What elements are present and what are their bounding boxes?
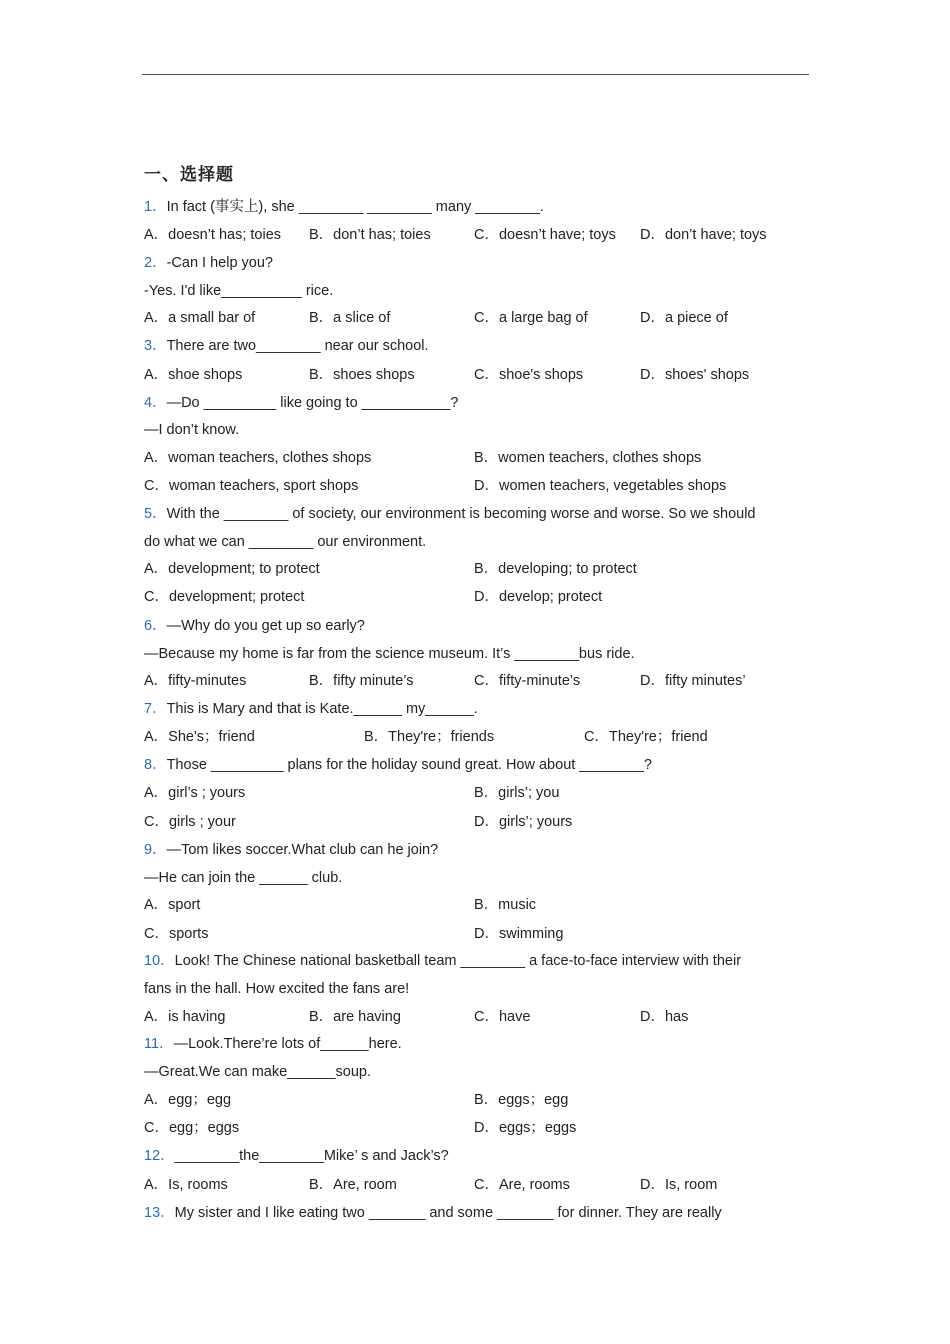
answer-option[interactable]: C．doesn’t have; toys xyxy=(474,227,616,243)
question-4-options xyxy=(144,447,824,469)
answer-option[interactable]: B．shoes shops xyxy=(309,367,415,383)
answer-option[interactable]: D．develop; protect xyxy=(474,589,603,605)
answer-option[interactable]: D．swimming xyxy=(474,926,564,942)
question-8-options xyxy=(144,811,824,833)
answer-option[interactable]: B．a slice of xyxy=(309,310,391,326)
answer-option[interactable]: C．egg；eggs xyxy=(144,1120,240,1136)
answer-option[interactable]: C．girls ; your xyxy=(144,814,236,830)
answer-option[interactable]: B．eggs；egg xyxy=(474,1092,569,1108)
question-8-options xyxy=(144,782,824,804)
question-text: There are two________ near our school. xyxy=(166,338,429,354)
answer-option[interactable]: B．They're；friends xyxy=(364,729,495,745)
question-text: Those _________ plans for the holiday sound great. How about ________? xyxy=(166,757,652,773)
question-5-options xyxy=(144,586,824,608)
answer-option[interactable]: A．is having xyxy=(144,1009,226,1025)
question-number: 1． xyxy=(144,199,167,215)
section-title: 一、选择题 xyxy=(144,165,234,185)
header-rule xyxy=(142,74,809,75)
question-text: —Great.We can make______soup. xyxy=(144,1064,372,1080)
answer-option[interactable]: D．don’t have; toys xyxy=(640,227,767,243)
answer-option[interactable]: C．fifty-minute’s xyxy=(474,673,581,689)
answer-option[interactable]: B．fifty minute’s xyxy=(309,673,414,689)
answer-option[interactable]: A．development; to protect xyxy=(144,561,320,577)
question-1-options xyxy=(144,224,824,246)
question-2-stem xyxy=(144,252,273,274)
question-11-stem xyxy=(144,1033,402,1055)
question-number: 8． xyxy=(144,757,167,773)
question-3-stem xyxy=(144,335,429,357)
answer-option[interactable]: A．a small bar of xyxy=(144,310,256,326)
answer-option[interactable]: B．girls’; you xyxy=(474,785,560,801)
question-text: With the ________ of society, our environment is becoming worse and worse. So we should xyxy=(166,506,756,522)
answer-option[interactable]: A．doesn’t has; toies xyxy=(144,227,282,243)
answer-option[interactable]: C．They're；friend xyxy=(584,729,708,745)
question-number: 9． xyxy=(144,842,167,858)
question-text: —Do _________ like going to ___________? xyxy=(166,395,459,411)
answer-option[interactable]: B．developing; to protect xyxy=(474,561,637,577)
answer-option[interactable]: C．development; protect xyxy=(144,589,305,605)
answer-option[interactable]: C．shoe's shops xyxy=(474,367,584,383)
answer-option[interactable]: B．Are, room xyxy=(309,1177,397,1193)
question-2-stem-line xyxy=(144,280,333,302)
question-number: 6． xyxy=(144,618,167,634)
answer-option[interactable]: A．girl’s ; yours xyxy=(144,785,246,801)
question-text: —I don’t know. xyxy=(144,422,240,438)
question-text: This is Mary and that is Kate.______ my______. xyxy=(166,701,478,717)
question-text: -Can I help you? xyxy=(166,255,273,271)
answer-option[interactable]: D．Is, room xyxy=(640,1177,718,1193)
question-text: do what we can ________ our environment. xyxy=(144,534,427,550)
question-4-stem xyxy=(144,392,458,414)
answer-option[interactable]: D．fifty minutes’ xyxy=(640,673,746,689)
question-7-stem xyxy=(144,698,478,720)
question-10-options xyxy=(144,1006,824,1028)
answer-option[interactable]: D．has xyxy=(640,1009,689,1025)
question-10-stem xyxy=(144,950,741,972)
question-4-options xyxy=(144,475,824,497)
answer-option[interactable]: C．a large bag of xyxy=(474,310,588,326)
question-number: 5． xyxy=(144,506,167,522)
question-5-stem-line xyxy=(144,531,426,553)
question-text: —He can join the ______ club. xyxy=(144,870,343,886)
question-text: Look! The Chinese national basketball team ________ a face-to-face interview with their xyxy=(174,953,742,969)
question-2-options xyxy=(144,307,824,329)
answer-option[interactable]: B．are having xyxy=(309,1009,401,1025)
answer-option[interactable]: A．She's；friend xyxy=(144,729,255,745)
answer-option[interactable]: C．Are, rooms xyxy=(474,1177,570,1193)
answer-option[interactable]: A．sport xyxy=(144,897,201,913)
answer-option[interactable]: D．a piece of xyxy=(640,310,728,326)
answer-option[interactable]: B．music xyxy=(474,897,537,913)
question-9-stem xyxy=(144,839,438,861)
question-3-options xyxy=(144,364,824,386)
question-number: 12． xyxy=(144,1148,175,1164)
question-number: 13． xyxy=(144,1205,175,1221)
question-text: My sister and I like eating two _______ and some _______ for dinner. They are really xyxy=(174,1205,722,1221)
question-6-options xyxy=(144,670,824,692)
answer-option[interactable]: D．girls’; yours xyxy=(474,814,573,830)
question-number: 11． xyxy=(144,1036,174,1052)
answer-option[interactable]: C．woman teachers, sport shops xyxy=(144,478,359,494)
question-5-stem xyxy=(144,503,756,525)
question-number: 10． xyxy=(144,953,175,969)
question-12-options xyxy=(144,1174,824,1196)
question-7-options xyxy=(144,726,824,748)
answer-option[interactable]: A．Is, rooms xyxy=(144,1177,228,1193)
question-text: —Because my home is far from the science museum. It’s ________bus ride. xyxy=(144,646,635,662)
question-6-stem-line xyxy=(144,643,635,665)
question-number: 3． xyxy=(144,338,167,354)
question-11-stem-line xyxy=(144,1061,371,1083)
answer-option[interactable]: C．sports xyxy=(144,926,209,942)
question-text: ________the________Mike’ s and Jack’s? xyxy=(174,1148,449,1164)
question-9-stem-line xyxy=(144,867,342,889)
question-number: 4． xyxy=(144,395,167,411)
question-9-options xyxy=(144,923,824,945)
question-12-stem xyxy=(144,1145,449,1167)
question-text: —Tom likes soccer.What club can he join? xyxy=(166,842,439,858)
question-number: 7． xyxy=(144,701,167,717)
answer-option[interactable]: B．don’t has; toies xyxy=(309,227,431,243)
question-9-options xyxy=(144,894,824,916)
answer-option[interactable]: D．shoes' shops xyxy=(640,367,750,383)
question-text: —Look.There’re lots of______here. xyxy=(173,1036,402,1052)
question-text: -Yes. I'd like__________ rice. xyxy=(144,283,334,299)
answer-option[interactable]: D．eggs；eggs xyxy=(474,1120,577,1136)
question-text: In fact (事实上), she ________ ________ many ________. xyxy=(166,199,544,215)
question-8-stem xyxy=(144,754,652,776)
answer-option[interactable]: A．shoe shops xyxy=(144,367,243,383)
question-4-stem-line xyxy=(144,419,239,441)
question-text: —Why do you get up so early? xyxy=(166,618,365,634)
answer-option[interactable]: A．egg；egg xyxy=(144,1092,232,1108)
question-6-stem xyxy=(144,615,365,637)
question-10-stem-line xyxy=(144,978,409,1000)
answer-option[interactable]: C．have xyxy=(474,1009,531,1025)
answer-option[interactable]: B．women teachers, clothes shops xyxy=(474,450,702,466)
question-11-options xyxy=(144,1117,824,1139)
question-text: fans in the hall. How excited the fans are! xyxy=(144,981,410,997)
question-11-options xyxy=(144,1089,824,1111)
question-13-stem xyxy=(144,1202,722,1224)
question-1-stem xyxy=(144,196,544,218)
question-number: 2． xyxy=(144,255,167,271)
answer-option[interactable]: A．woman teachers, clothes shops xyxy=(144,450,372,466)
answer-option[interactable]: D．women teachers, vegetables shops xyxy=(474,478,727,494)
answer-option[interactable]: A．fifty-minutes xyxy=(144,673,247,689)
question-5-options xyxy=(144,558,824,580)
